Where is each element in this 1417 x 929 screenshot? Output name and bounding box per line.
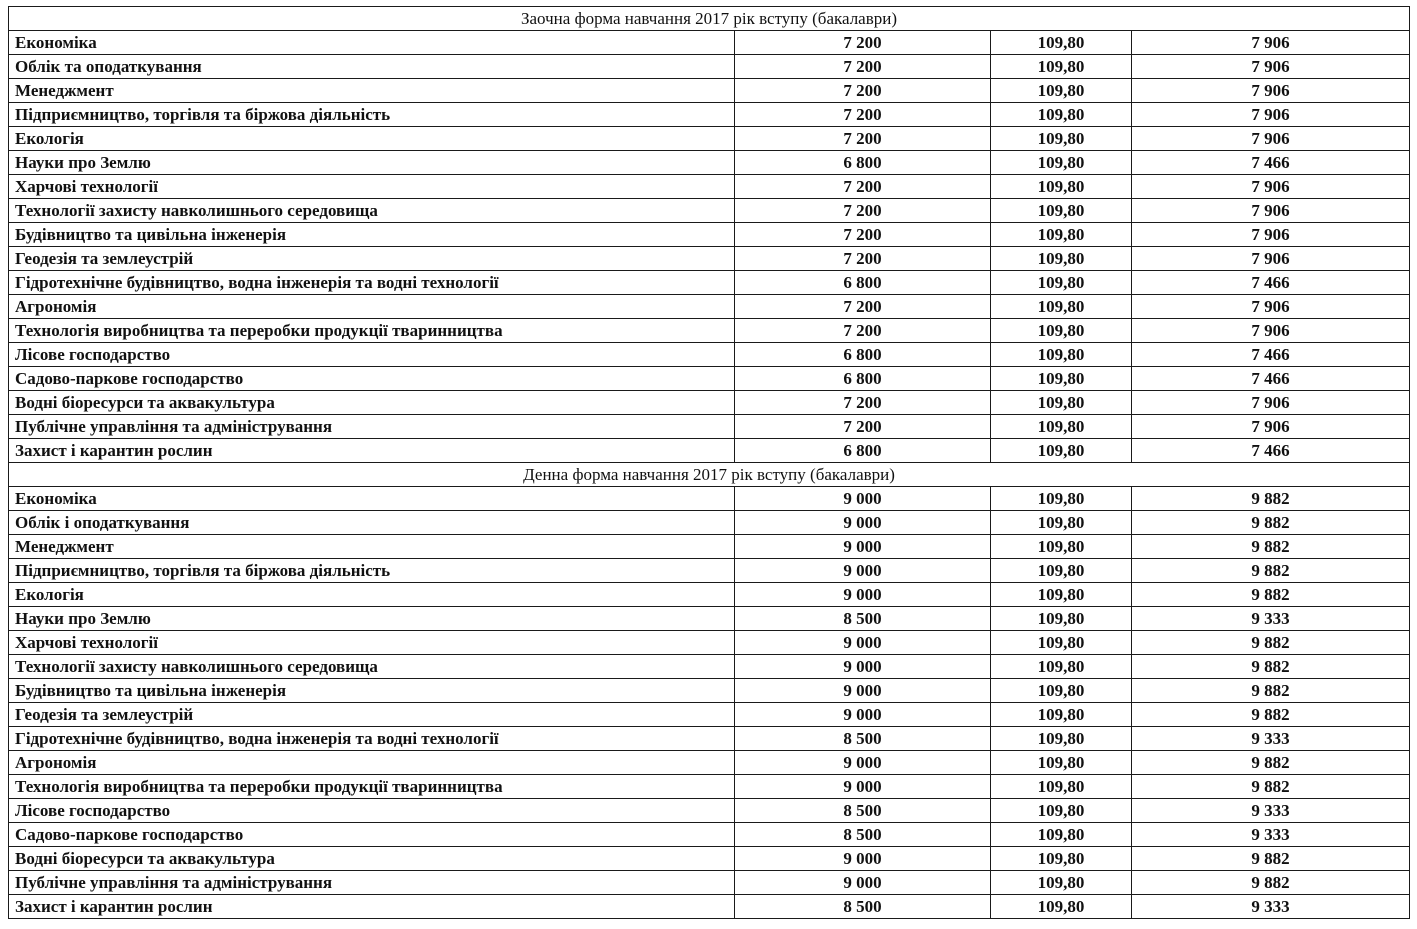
base-cost-cell: 7 200 [735, 199, 991, 223]
indexed-cost-cell: 7 466 [1132, 367, 1410, 391]
indexed-cost-cell: 7 906 [1132, 295, 1410, 319]
table-body [9, 7, 1410, 919]
index-cell: 109,80 [991, 751, 1132, 775]
base-cost-cell: 8 500 [735, 895, 991, 919]
program-name-cell: Садово-паркове господарство [9, 367, 735, 391]
base-cost-cell: 9 000 [735, 631, 991, 655]
table-row [9, 175, 1410, 199]
indexed-cost-cell: 7 906 [1132, 55, 1410, 79]
base-cost-cell: 7 200 [735, 175, 991, 199]
index-cell: 109,80 [991, 847, 1132, 871]
table-row [9, 535, 1410, 559]
program-name-cell: Харчові технології [9, 175, 735, 199]
program-name-cell: Садово-паркове господарство [9, 823, 735, 847]
table-row [9, 415, 1410, 439]
base-cost-cell: 9 000 [735, 487, 991, 511]
index-cell: 109,80 [991, 823, 1132, 847]
base-cost-cell: 7 200 [735, 79, 991, 103]
table-row [9, 847, 1410, 871]
index-cell: 109,80 [991, 727, 1132, 751]
index-cell: 109,80 [991, 103, 1132, 127]
table-row [9, 79, 1410, 103]
table-row [9, 703, 1410, 727]
program-name-cell: Підприємництво, торгівля та біржова діяльність [9, 559, 735, 583]
indexed-cost-cell: 9 333 [1132, 895, 1410, 919]
program-name-cell: Агрономія [9, 751, 735, 775]
program-name-cell: Економіка [9, 487, 735, 511]
section-header-row [9, 7, 1410, 31]
table-row [9, 799, 1410, 823]
table-row [9, 511, 1410, 535]
base-cost-cell: 9 000 [735, 679, 991, 703]
table-row [9, 727, 1410, 751]
table-row [9, 391, 1410, 415]
program-name-cell: Будівництво та цивільна інженерія [9, 679, 735, 703]
table-row [9, 679, 1410, 703]
program-name-cell: Харчові технології [9, 631, 735, 655]
index-cell: 109,80 [991, 175, 1132, 199]
indexed-cost-cell: 9 333 [1132, 799, 1410, 823]
program-name-cell: Гідротехнічне будівництво, водна інженерія та водні технології [9, 271, 735, 295]
base-cost-cell: 6 800 [735, 439, 991, 463]
base-cost-cell: 8 500 [735, 799, 991, 823]
indexed-cost-cell: 7 466 [1132, 151, 1410, 175]
indexed-cost-cell: 9 882 [1132, 655, 1410, 679]
program-name-cell: Технології захисту навколишнього середовища [9, 199, 735, 223]
section-title: Денна форма навчання 2017 рік вступу (бакалаври) [9, 463, 1410, 487]
base-cost-cell: 9 000 [735, 511, 991, 535]
base-cost-cell: 7 200 [735, 295, 991, 319]
indexed-cost-cell: 7 466 [1132, 271, 1410, 295]
program-name-cell: Захист і карантин рослин [9, 895, 735, 919]
indexed-cost-cell: 9 882 [1132, 535, 1410, 559]
index-cell: 109,80 [991, 271, 1132, 295]
program-name-cell: Лісове господарство [9, 799, 735, 823]
program-name-cell: Агрономія [9, 295, 735, 319]
indexed-cost-cell: 7 906 [1132, 415, 1410, 439]
base-cost-cell: 8 500 [735, 727, 991, 751]
table-row [9, 223, 1410, 247]
base-cost-cell: 9 000 [735, 703, 991, 727]
indexed-cost-cell: 9 882 [1132, 871, 1410, 895]
base-cost-cell: 8 500 [735, 607, 991, 631]
indexed-cost-cell: 7 906 [1132, 391, 1410, 415]
index-cell: 109,80 [991, 79, 1132, 103]
table-row [9, 199, 1410, 223]
index-cell: 109,80 [991, 439, 1132, 463]
index-cell: 109,80 [991, 319, 1132, 343]
table-row [9, 343, 1410, 367]
table-row [9, 319, 1410, 343]
index-cell: 109,80 [991, 247, 1132, 271]
index-cell: 109,80 [991, 415, 1132, 439]
index-cell: 109,80 [991, 583, 1132, 607]
table-row [9, 895, 1410, 919]
index-cell: 109,80 [991, 895, 1132, 919]
indexed-cost-cell: 7 906 [1132, 175, 1410, 199]
program-name-cell: Будівництво та цивільна інженерія [9, 223, 735, 247]
program-name-cell: Менеджмент [9, 79, 735, 103]
index-cell: 109,80 [991, 343, 1132, 367]
table-row [9, 127, 1410, 151]
program-name-cell: Водні біоресурси та аквакультура [9, 391, 735, 415]
program-name-cell: Лісове господарство [9, 343, 735, 367]
index-cell: 109,80 [991, 511, 1132, 535]
base-cost-cell: 9 000 [735, 559, 991, 583]
program-name-cell: Геодезія та землеустрій [9, 703, 735, 727]
base-cost-cell: 7 200 [735, 223, 991, 247]
indexed-cost-cell: 9 882 [1132, 703, 1410, 727]
table-row [9, 439, 1410, 463]
table-row [9, 751, 1410, 775]
program-name-cell: Публічне управління та адміністрування [9, 415, 735, 439]
indexed-cost-cell: 9 333 [1132, 823, 1410, 847]
indexed-cost-cell: 9 882 [1132, 559, 1410, 583]
indexed-cost-cell: 7 906 [1132, 79, 1410, 103]
base-cost-cell: 7 200 [735, 247, 991, 271]
base-cost-cell: 6 800 [735, 151, 991, 175]
indexed-cost-cell: 7 906 [1132, 247, 1410, 271]
base-cost-cell: 7 200 [735, 55, 991, 79]
index-cell: 109,80 [991, 295, 1132, 319]
program-name-cell: Технологія виробництва та переробки продукції тваринництва [9, 319, 735, 343]
indexed-cost-cell: 7 906 [1132, 103, 1410, 127]
base-cost-cell: 9 000 [735, 655, 991, 679]
base-cost-cell: 9 000 [735, 871, 991, 895]
index-cell: 109,80 [991, 631, 1132, 655]
indexed-cost-cell: 9 882 [1132, 847, 1410, 871]
section-header-row [9, 463, 1410, 487]
indexed-cost-cell: 7 906 [1132, 223, 1410, 247]
program-name-cell: Екологія [9, 583, 735, 607]
table-row [9, 631, 1410, 655]
index-cell: 109,80 [991, 127, 1132, 151]
program-name-cell: Гідротехнічне будівництво, водна інженерія та водні технології [9, 727, 735, 751]
table-row [9, 55, 1410, 79]
base-cost-cell: 6 800 [735, 271, 991, 295]
indexed-cost-cell: 9 882 [1132, 679, 1410, 703]
table-row [9, 583, 1410, 607]
index-cell: 109,80 [991, 775, 1132, 799]
base-cost-cell: 7 200 [735, 103, 991, 127]
program-name-cell: Технології захисту навколишнього середовища [9, 655, 735, 679]
base-cost-cell: 9 000 [735, 847, 991, 871]
table-row [9, 31, 1410, 55]
section-title: Заочна форма навчання 2017 рік вступу (бакалаври) [9, 7, 1410, 31]
table-row [9, 487, 1410, 511]
table-row [9, 103, 1410, 127]
indexed-cost-cell: 7 906 [1132, 127, 1410, 151]
program-name-cell: Публічне управління та адміністрування [9, 871, 735, 895]
base-cost-cell: 8 500 [735, 823, 991, 847]
index-cell: 109,80 [991, 391, 1132, 415]
index-cell: 109,80 [991, 151, 1132, 175]
indexed-cost-cell: 9 882 [1132, 775, 1410, 799]
program-name-cell: Менеджмент [9, 535, 735, 559]
indexed-cost-cell: 9 882 [1132, 631, 1410, 655]
tuition-table [8, 6, 1410, 919]
table-row [9, 607, 1410, 631]
indexed-cost-cell: 7 906 [1132, 199, 1410, 223]
program-name-cell: Облік і оподаткування [9, 511, 735, 535]
index-cell: 109,80 [991, 55, 1132, 79]
index-cell: 109,80 [991, 703, 1132, 727]
table-row [9, 871, 1410, 895]
index-cell: 109,80 [991, 559, 1132, 583]
indexed-cost-cell: 7 466 [1132, 439, 1410, 463]
base-cost-cell: 9 000 [735, 751, 991, 775]
base-cost-cell: 9 000 [735, 583, 991, 607]
base-cost-cell: 7 200 [735, 415, 991, 439]
program-name-cell: Підприємництво, торгівля та біржова діяльність [9, 103, 735, 127]
indexed-cost-cell: 7 466 [1132, 343, 1410, 367]
base-cost-cell: 7 200 [735, 127, 991, 151]
table-row [9, 295, 1410, 319]
index-cell: 109,80 [991, 487, 1132, 511]
index-cell: 109,80 [991, 31, 1132, 55]
index-cell: 109,80 [991, 607, 1132, 631]
table-row [9, 271, 1410, 295]
program-name-cell: Облік та оподаткування [9, 55, 735, 79]
indexed-cost-cell: 9 333 [1132, 607, 1410, 631]
index-cell: 109,80 [991, 535, 1132, 559]
index-cell: 109,80 [991, 655, 1132, 679]
table-row [9, 655, 1410, 679]
index-cell: 109,80 [991, 679, 1132, 703]
index-cell: 109,80 [991, 367, 1132, 391]
table-row [9, 775, 1410, 799]
program-name-cell: Геодезія та землеустрій [9, 247, 735, 271]
index-cell: 109,80 [991, 799, 1132, 823]
indexed-cost-cell: 7 906 [1132, 319, 1410, 343]
table-row [9, 151, 1410, 175]
table-row [9, 247, 1410, 271]
table-row [9, 367, 1410, 391]
table-row [9, 559, 1410, 583]
program-name-cell: Водні біоресурси та аквакультура [9, 847, 735, 871]
index-cell: 109,80 [991, 871, 1132, 895]
program-name-cell: Захист і карантин рослин [9, 439, 735, 463]
program-name-cell: Екологія [9, 127, 735, 151]
base-cost-cell: 7 200 [735, 31, 991, 55]
index-cell: 109,80 [991, 199, 1132, 223]
table-row [9, 823, 1410, 847]
indexed-cost-cell: 9 882 [1132, 511, 1410, 535]
base-cost-cell: 9 000 [735, 535, 991, 559]
program-name-cell: Технологія виробництва та переробки продукції тваринництва [9, 775, 735, 799]
base-cost-cell: 7 200 [735, 319, 991, 343]
program-name-cell: Науки про Землю [9, 607, 735, 631]
base-cost-cell: 7 200 [735, 391, 991, 415]
indexed-cost-cell: 9 333 [1132, 727, 1410, 751]
program-name-cell: Науки про Землю [9, 151, 735, 175]
base-cost-cell: 6 800 [735, 343, 991, 367]
base-cost-cell: 9 000 [735, 775, 991, 799]
indexed-cost-cell: 9 882 [1132, 487, 1410, 511]
program-name-cell: Економіка [9, 31, 735, 55]
base-cost-cell: 6 800 [735, 367, 991, 391]
indexed-cost-cell: 9 882 [1132, 583, 1410, 607]
indexed-cost-cell: 9 882 [1132, 751, 1410, 775]
index-cell: 109,80 [991, 223, 1132, 247]
indexed-cost-cell: 7 906 [1132, 31, 1410, 55]
